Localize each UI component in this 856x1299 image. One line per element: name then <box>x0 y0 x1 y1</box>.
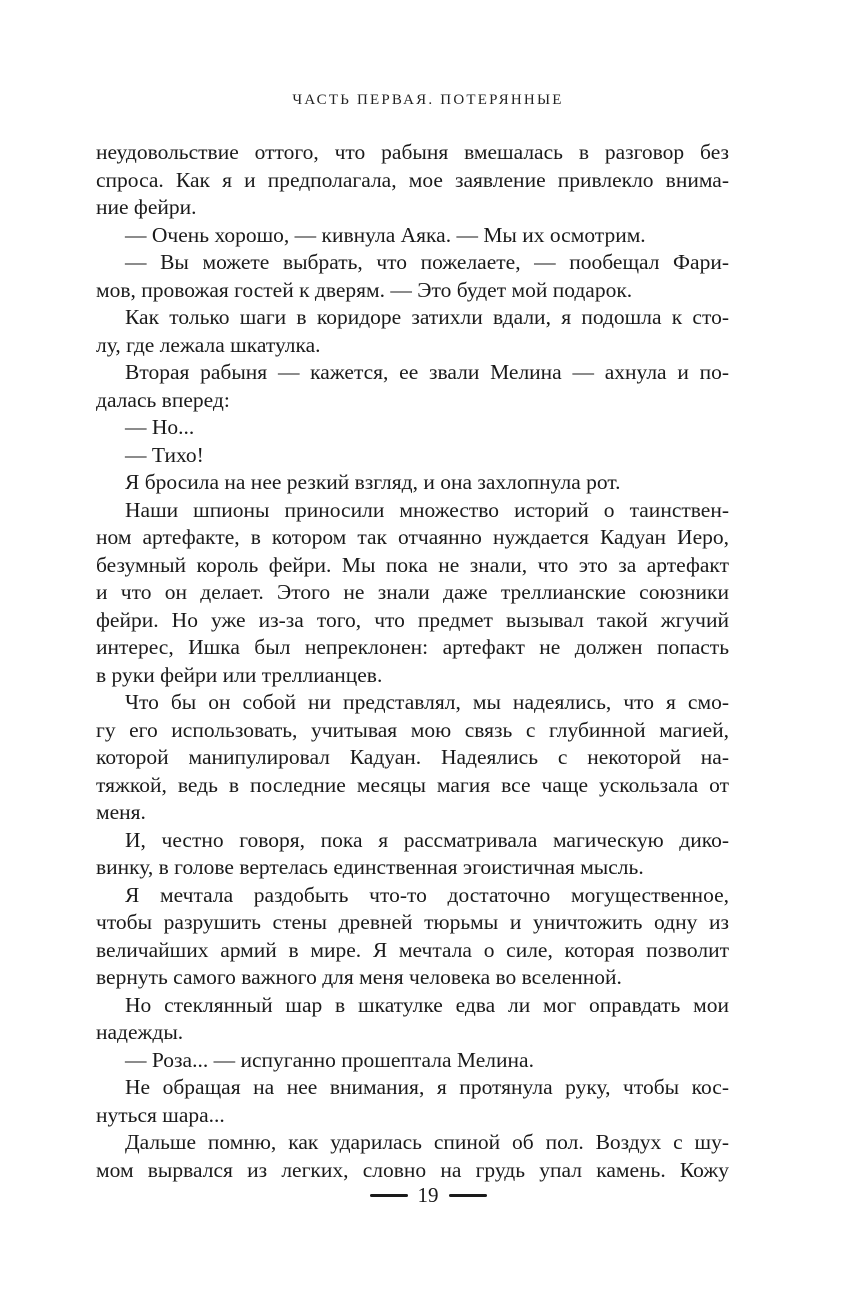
page-folio <box>0 1180 856 1210</box>
text-line: Но стеклянный шар в шкатулке едва ли мог оправдать мои <box>125 992 729 1017</box>
text-line: далась вперед: <box>96 387 230 412</box>
text-line: спроса. Как я и предполагала, мое заявление привлекло внима- <box>96 167 729 192</box>
text-line: фейри. Но уже из-за того, что предмет вызывал такой жгучий <box>96 607 729 632</box>
text-line: безумный король фейри. Мы пока не знали, что это за артефакт <box>96 552 729 577</box>
text-line: лу, где лежала шкатулка. <box>96 332 321 357</box>
text-line: тяжкой, ведь в последние месяцы магия все чаще ускользала от <box>96 772 729 797</box>
text-line: Вторая рабыня — кажется, ее звали Мелина — ахнула и по- <box>125 360 729 384</box>
text-line: Я мечтала раздобыть что-то достаточно могущественное, <box>125 882 729 907</box>
text-line: нуться шара... <box>96 1102 225 1127</box>
folio-left-dash <box>370 1194 408 1197</box>
text-line: — Роза... — испуганно прошептала Мелина. <box>125 1047 534 1072</box>
text-line: — Очень хорошо, — кивнула Аяка. — Мы их осмотрим. <box>125 222 646 247</box>
text-line: надежды. <box>96 1020 184 1044</box>
text-line: — Вы можете выбрать, что пожелаете, — пообещал Фари- <box>125 250 729 274</box>
body-text <box>96 139 729 1184</box>
text-line: которой манипулировал Кадуан. Надеялись с некоторой на- <box>96 745 729 769</box>
text-line: ном артефакте, в котором так отчаянно нуждается Кадуан Иеро, <box>96 525 729 549</box>
text-line: и что он делает. Этого не знали даже треллианские союзники <box>96 580 729 604</box>
text-line: винку, в голове вертелась единственная эгоистичная мысль. <box>96 855 644 879</box>
text-line: — Но... <box>125 415 195 439</box>
folio-right-dash <box>449 1194 487 1197</box>
text-line: величайших армий в мире. Я мечтала о силе, которая позволит <box>96 937 729 962</box>
text-line: вернуть самого важного для меня человека во вселенной. <box>96 965 622 989</box>
running-head: ЧАСТЬ ПЕРВАЯ. ПОТЕРЯННЫЕ <box>292 92 564 108</box>
text-line: Как только шаги в коридоре затихли вдали, я подошла к сто- <box>125 305 729 329</box>
text-line: гу его использовать, учитывая мою связь с глубинной магией, <box>96 717 729 742</box>
text-line: Что бы он собой ни представлял, мы надеялись, что я смо- <box>125 690 729 714</box>
text-line: чтобы разрушить стены древней тюрьмы и уничтожить одну из <box>96 910 729 934</box>
text-line: неудовольствие оттого, что рабыня вмешалась в разговор без <box>96 140 729 164</box>
text-line: меня. <box>96 800 146 824</box>
text-line: И, честно говоря, пока я рассматривала магическую дико- <box>125 827 729 852</box>
text-line: Не обращая на нее внимания, я протянула руку, чтобы кос- <box>125 1075 729 1099</box>
text-line: мов, провожая гостей к дверям. — Это будет мой подарок. <box>96 277 633 302</box>
text-line: Дальше помню, как ударилась спиной об пол. Воздух с шу- <box>125 1130 729 1154</box>
text-line: ние фейри. <box>96 195 197 219</box>
text-line: — Тихо! <box>125 442 204 467</box>
text-line: Наши шпионы приносили множество историй о таинствен- <box>125 497 729 522</box>
page-number: 19 <box>417 1182 439 1207</box>
text-line: интерес, Ишка был непреклонен: артефакт не должен попасть <box>96 635 729 659</box>
text-line: в руки фейри или треллианцев. <box>96 662 383 687</box>
text-line: Я бросила на нее резкий взгляд, и она захлопнула рот. <box>125 470 621 494</box>
text-line: мом вырвался из легких, словно на грудь упал камень. Кожу <box>96 1157 729 1182</box>
